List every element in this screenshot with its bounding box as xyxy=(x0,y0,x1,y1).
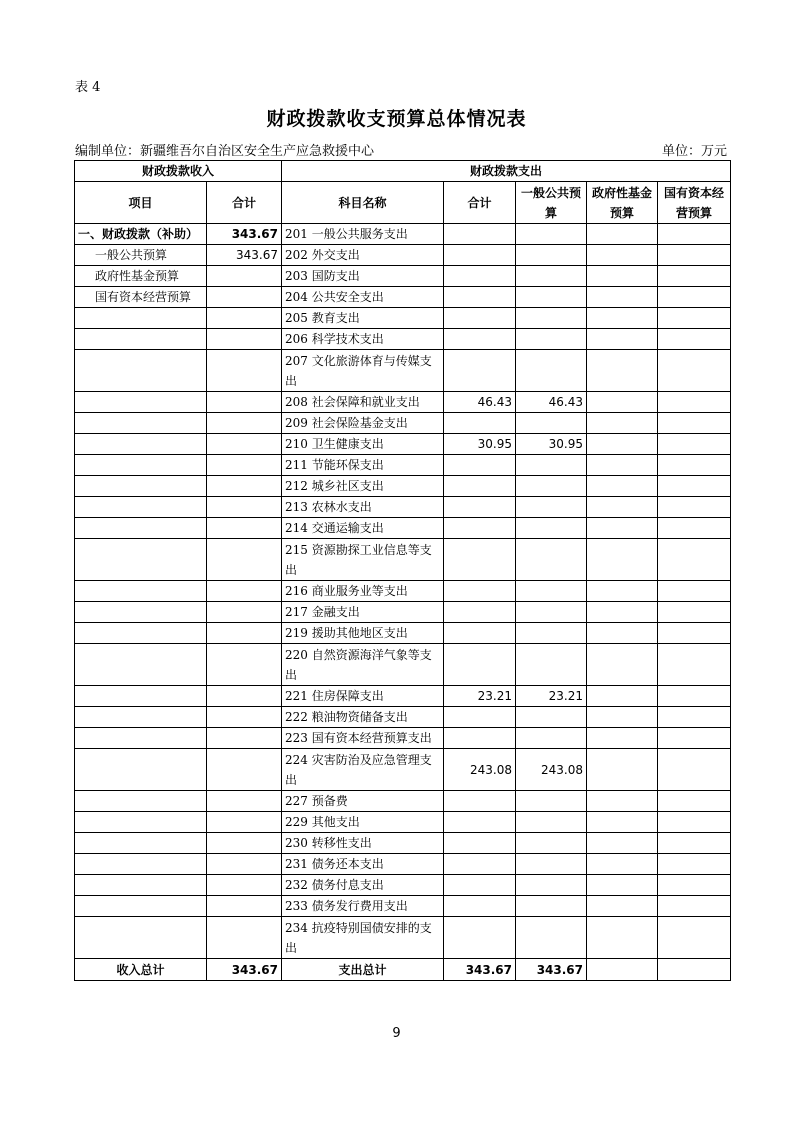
state-budget-cell xyxy=(658,791,731,812)
fund-budget-cell xyxy=(587,245,658,266)
subject-cell: 206 科学技术支出 xyxy=(282,329,444,350)
income-cell xyxy=(207,917,282,959)
subject-cell: 231 债务还本支出 xyxy=(282,854,444,875)
table-row xyxy=(75,875,731,896)
item-cell xyxy=(75,350,207,392)
general-budget-cell: 30.95 xyxy=(516,434,587,455)
income-cell xyxy=(207,308,282,329)
table-body xyxy=(75,224,731,959)
income-cell xyxy=(207,812,282,833)
expense-total-cell xyxy=(444,413,516,434)
table-row xyxy=(75,749,731,791)
expense-total-cell xyxy=(444,917,516,959)
subject-cell: 216 商业服务业等支出 xyxy=(282,581,444,602)
general-budget-cell xyxy=(516,581,587,602)
state-budget-cell xyxy=(658,917,731,959)
subject-cell: 229 其他支出 xyxy=(282,812,444,833)
state-budget-cell xyxy=(658,497,731,518)
table-row xyxy=(75,917,731,959)
item-cell xyxy=(75,791,207,812)
expense-total-cell: 30.95 xyxy=(444,434,516,455)
state-budget-cell xyxy=(658,392,731,413)
general-budget-cell xyxy=(516,287,587,308)
income-cell xyxy=(207,434,282,455)
item-cell: 政府性基金预算 xyxy=(75,266,207,287)
item-cell xyxy=(75,623,207,644)
col-subject-header: 科目名称 xyxy=(282,182,444,224)
expense-total-cell xyxy=(444,329,516,350)
table-row xyxy=(75,791,731,812)
expense-total-cell xyxy=(444,350,516,392)
table-row xyxy=(75,350,731,392)
general-budget-cell: 23.21 xyxy=(516,686,587,707)
income-cell xyxy=(207,749,282,791)
general-budget-cell xyxy=(516,245,587,266)
item-cell: 国有资本经营预算 xyxy=(75,287,207,308)
subject-cell: 212 城乡社区支出 xyxy=(282,476,444,497)
state-budget-cell xyxy=(658,854,731,875)
expense-total-cell xyxy=(444,707,516,728)
expense-total-cell xyxy=(444,791,516,812)
fund-budget-cell xyxy=(587,917,658,959)
item-cell xyxy=(75,329,207,350)
fund-budget-cell xyxy=(587,644,658,686)
page-title: 财政拨款收支预算总体情况表 xyxy=(266,108,527,130)
table-row xyxy=(75,623,731,644)
general-budget-cell xyxy=(516,455,587,476)
table-row xyxy=(75,224,731,245)
item-cell xyxy=(75,854,207,875)
subject-cell: 217 金融支出 xyxy=(282,602,444,623)
income-cell xyxy=(207,413,282,434)
state-budget-cell xyxy=(658,287,731,308)
expense-total-cell xyxy=(444,455,516,476)
col-fund-header: 政府性基金预算 xyxy=(587,182,658,224)
expense-total-cell xyxy=(444,833,516,854)
income-cell xyxy=(207,791,282,812)
income-cell: 343.67 xyxy=(207,224,282,245)
income-total-value: 343.67 xyxy=(207,959,282,981)
state-budget-cell xyxy=(658,539,731,581)
fund-budget-cell xyxy=(587,581,658,602)
general-budget-cell xyxy=(516,854,587,875)
general-total-value: 343.67 xyxy=(516,959,587,981)
table-row xyxy=(75,581,731,602)
fund-budget-cell xyxy=(587,602,658,623)
subject-cell: 232 债务付息支出 xyxy=(282,875,444,896)
state-budget-cell xyxy=(658,581,731,602)
general-budget-cell: 46.43 xyxy=(516,392,587,413)
state-budget-cell xyxy=(658,602,731,623)
expense-total-cell: 243.08 xyxy=(444,749,516,791)
state-budget-cell xyxy=(658,623,731,644)
income-cell xyxy=(207,644,282,686)
fund-budget-cell xyxy=(587,539,658,581)
item-cell: 一、财政拨款（补助） xyxy=(75,224,207,245)
income-cell xyxy=(207,581,282,602)
table-row xyxy=(75,497,731,518)
expense-total-cell xyxy=(444,581,516,602)
expense-total-cell xyxy=(444,623,516,644)
fund-budget-cell xyxy=(587,518,658,539)
general-budget-cell xyxy=(516,644,587,686)
general-budget-cell xyxy=(516,602,587,623)
expense-total-cell xyxy=(444,854,516,875)
expense-total-cell xyxy=(444,812,516,833)
fund-budget-cell xyxy=(587,707,658,728)
fund-budget-cell xyxy=(587,329,658,350)
general-budget-cell xyxy=(516,497,587,518)
expense-total-cell xyxy=(444,875,516,896)
item-cell xyxy=(75,434,207,455)
item-cell xyxy=(75,497,207,518)
expense-total-cell xyxy=(444,602,516,623)
fund-budget-cell xyxy=(587,287,658,308)
col-state-header: 国有资本经营预算 xyxy=(658,182,731,224)
table-row xyxy=(75,518,731,539)
state-budget-cell xyxy=(658,728,731,749)
income-cell xyxy=(207,539,282,581)
fund-budget-cell xyxy=(587,434,658,455)
state-budget-cell xyxy=(658,350,731,392)
subject-cell: 222 粮油物资储备支出 xyxy=(282,707,444,728)
fund-budget-cell xyxy=(587,854,658,875)
income-cell xyxy=(207,518,282,539)
item-cell xyxy=(75,602,207,623)
state-budget-cell xyxy=(658,413,731,434)
fund-budget-cell xyxy=(587,455,658,476)
general-budget-cell xyxy=(516,728,587,749)
general-budget-cell xyxy=(516,791,587,812)
state-budget-cell xyxy=(658,224,731,245)
col-expense-total-header: 合计 xyxy=(444,182,516,224)
fund-budget-cell xyxy=(587,476,658,497)
subject-cell: 208 社会保障和就业支出 xyxy=(282,392,444,413)
state-budget-cell xyxy=(658,749,731,791)
state-budget-cell xyxy=(658,476,731,497)
item-cell xyxy=(75,455,207,476)
subject-cell: 223 国有资本经营预算支出 xyxy=(282,728,444,749)
item-cell xyxy=(75,581,207,602)
expense-total-value: 343.67 xyxy=(444,959,516,981)
subject-cell: 207 文化旅游体育与传媒支出 xyxy=(282,350,444,392)
income-cell xyxy=(207,728,282,749)
fund-budget-cell xyxy=(587,224,658,245)
table-row xyxy=(75,455,731,476)
subject-cell: 209 社会保险基金支出 xyxy=(282,413,444,434)
general-budget-cell xyxy=(516,812,587,833)
general-budget-cell xyxy=(516,476,587,497)
income-cell xyxy=(207,455,282,476)
general-budget-cell xyxy=(516,917,587,959)
table-row xyxy=(75,392,731,413)
income-total-label: 收入总计 xyxy=(75,959,207,981)
income-cell xyxy=(207,476,282,497)
subject-cell: 227 预备费 xyxy=(282,791,444,812)
state-budget-cell xyxy=(658,644,731,686)
income-cell xyxy=(207,329,282,350)
expense-total-cell: 23.21 xyxy=(444,686,516,707)
item-cell xyxy=(75,476,207,497)
expense-total-cell xyxy=(444,287,516,308)
income-cell xyxy=(207,833,282,854)
table-row xyxy=(75,833,731,854)
subject-cell: 204 公共安全支出 xyxy=(282,287,444,308)
expense-total-cell xyxy=(444,497,516,518)
fund-budget-cell xyxy=(587,896,658,917)
income-cell: 343.67 xyxy=(207,245,282,266)
subject-cell: 211 节能环保支出 xyxy=(282,455,444,476)
income-cell xyxy=(207,350,282,392)
table-row xyxy=(75,434,731,455)
state-budget-cell xyxy=(658,266,731,287)
state-budget-cell xyxy=(658,518,731,539)
expense-total-cell xyxy=(444,728,516,749)
table-row xyxy=(75,602,731,623)
item-cell xyxy=(75,707,207,728)
income-group-header: 财政拨款收入 xyxy=(75,161,282,182)
subject-cell: 213 农林水支出 xyxy=(282,497,444,518)
col-item-header: 项目 xyxy=(75,182,207,224)
table-row xyxy=(75,413,731,434)
item-cell xyxy=(75,644,207,686)
table-row xyxy=(75,539,731,581)
expense-total-cell xyxy=(444,539,516,581)
table-row xyxy=(75,686,731,707)
item-cell xyxy=(75,812,207,833)
expense-total-cell xyxy=(444,224,516,245)
income-cell xyxy=(207,707,282,728)
fund-budget-cell xyxy=(587,791,658,812)
subject-cell: 233 债务发行费用支出 xyxy=(282,896,444,917)
subject-cell: 220 自然资源海洋气象等支出 xyxy=(282,644,444,686)
fund-total-value xyxy=(587,959,658,981)
income-cell xyxy=(207,602,282,623)
item-cell xyxy=(75,308,207,329)
table-row xyxy=(75,329,731,350)
item-cell xyxy=(75,833,207,854)
table-row xyxy=(75,707,731,728)
budget-table xyxy=(74,160,731,981)
fund-budget-cell xyxy=(587,623,658,644)
item-cell xyxy=(75,728,207,749)
state-budget-cell xyxy=(658,896,731,917)
state-budget-cell xyxy=(658,875,731,896)
general-budget-cell xyxy=(516,350,587,392)
general-budget-cell xyxy=(516,518,587,539)
subject-cell: 201 一般公共服务支出 xyxy=(282,224,444,245)
general-budget-cell xyxy=(516,308,587,329)
subject-cell: 234 抗疫特别国债安排的支出 xyxy=(282,917,444,959)
item-cell xyxy=(75,917,207,959)
col-general-header: 一般公共预算 xyxy=(516,182,587,224)
item-cell xyxy=(75,413,207,434)
item-cell: 一般公共预算 xyxy=(75,245,207,266)
expense-total-cell xyxy=(444,518,516,539)
fund-budget-cell xyxy=(587,833,658,854)
general-budget-cell xyxy=(516,413,587,434)
page-number: 9 xyxy=(392,1026,401,1041)
table-row xyxy=(75,287,731,308)
income-cell xyxy=(207,623,282,644)
state-budget-cell xyxy=(658,308,731,329)
fund-budget-cell xyxy=(587,308,658,329)
state-total-value xyxy=(658,959,731,981)
subject-cell: 205 教育支出 xyxy=(282,308,444,329)
fund-budget-cell xyxy=(587,875,658,896)
expense-total-cell: 46.43 xyxy=(444,392,516,413)
state-budget-cell xyxy=(658,329,731,350)
subject-cell: 221 住房保障支出 xyxy=(282,686,444,707)
item-cell xyxy=(75,749,207,791)
expense-total-label: 支出总计 xyxy=(282,959,444,981)
state-budget-cell xyxy=(658,812,731,833)
table-label: 表 4 xyxy=(75,80,101,95)
state-budget-cell xyxy=(658,686,731,707)
table-row xyxy=(75,896,731,917)
general-budget-cell xyxy=(516,623,587,644)
income-cell xyxy=(207,287,282,308)
compiling-unit: 编制单位：新疆维吾尔自治区安全生产应急救援中心 xyxy=(75,144,375,159)
income-cell xyxy=(207,875,282,896)
state-budget-cell xyxy=(658,245,731,266)
table-row xyxy=(75,266,731,287)
table-row xyxy=(75,308,731,329)
subject-cell: 224 灾害防治及应急管理支出 xyxy=(282,749,444,791)
general-budget-cell xyxy=(516,329,587,350)
table-row xyxy=(75,728,731,749)
expense-total-cell xyxy=(444,476,516,497)
fund-budget-cell xyxy=(587,413,658,434)
col-income-total-header: 合计 xyxy=(207,182,282,224)
general-budget-cell: 243.08 xyxy=(516,749,587,791)
item-cell xyxy=(75,875,207,896)
income-cell xyxy=(207,686,282,707)
item-cell xyxy=(75,686,207,707)
item-cell xyxy=(75,896,207,917)
income-cell xyxy=(207,854,282,875)
expense-total-cell xyxy=(444,266,516,287)
fund-budget-cell xyxy=(587,266,658,287)
subject-cell: 203 国防支出 xyxy=(282,266,444,287)
income-cell xyxy=(207,896,282,917)
general-budget-cell xyxy=(516,266,587,287)
table-row xyxy=(75,245,731,266)
expense-group-header: 财政拨款支出 xyxy=(282,161,731,182)
state-budget-cell xyxy=(658,434,731,455)
item-cell xyxy=(75,392,207,413)
subject-cell: 230 转移性支出 xyxy=(282,833,444,854)
general-budget-cell xyxy=(516,833,587,854)
subject-cell: 210 卫生健康支出 xyxy=(282,434,444,455)
fund-budget-cell xyxy=(587,350,658,392)
expense-total-cell xyxy=(444,245,516,266)
subject-cell: 214 交通运输支出 xyxy=(282,518,444,539)
expense-total-cell xyxy=(444,644,516,686)
general-budget-cell xyxy=(516,539,587,581)
fund-budget-cell xyxy=(587,392,658,413)
income-cell xyxy=(207,497,282,518)
fund-budget-cell xyxy=(587,728,658,749)
income-cell xyxy=(207,392,282,413)
income-cell xyxy=(207,266,282,287)
subject-cell: 215 资源勘探工业信息等支出 xyxy=(282,539,444,581)
expense-total-cell xyxy=(444,896,516,917)
fund-budget-cell xyxy=(587,749,658,791)
table-row xyxy=(75,644,731,686)
general-budget-cell xyxy=(516,896,587,917)
subject-cell: 202 外交支出 xyxy=(282,245,444,266)
fund-budget-cell xyxy=(587,497,658,518)
state-budget-cell xyxy=(658,707,731,728)
state-budget-cell xyxy=(658,455,731,476)
general-budget-cell xyxy=(516,224,587,245)
currency-unit: 单位：万元 xyxy=(661,144,727,159)
state-budget-cell xyxy=(658,833,731,854)
table-row xyxy=(75,476,731,497)
table-row xyxy=(75,812,731,833)
fund-budget-cell xyxy=(587,686,658,707)
item-cell xyxy=(75,518,207,539)
subject-cell: 219 援助其他地区支出 xyxy=(282,623,444,644)
general-budget-cell xyxy=(516,875,587,896)
fund-budget-cell xyxy=(587,812,658,833)
expense-total-cell xyxy=(444,308,516,329)
general-budget-cell xyxy=(516,707,587,728)
item-cell xyxy=(75,539,207,581)
table-row xyxy=(75,854,731,875)
